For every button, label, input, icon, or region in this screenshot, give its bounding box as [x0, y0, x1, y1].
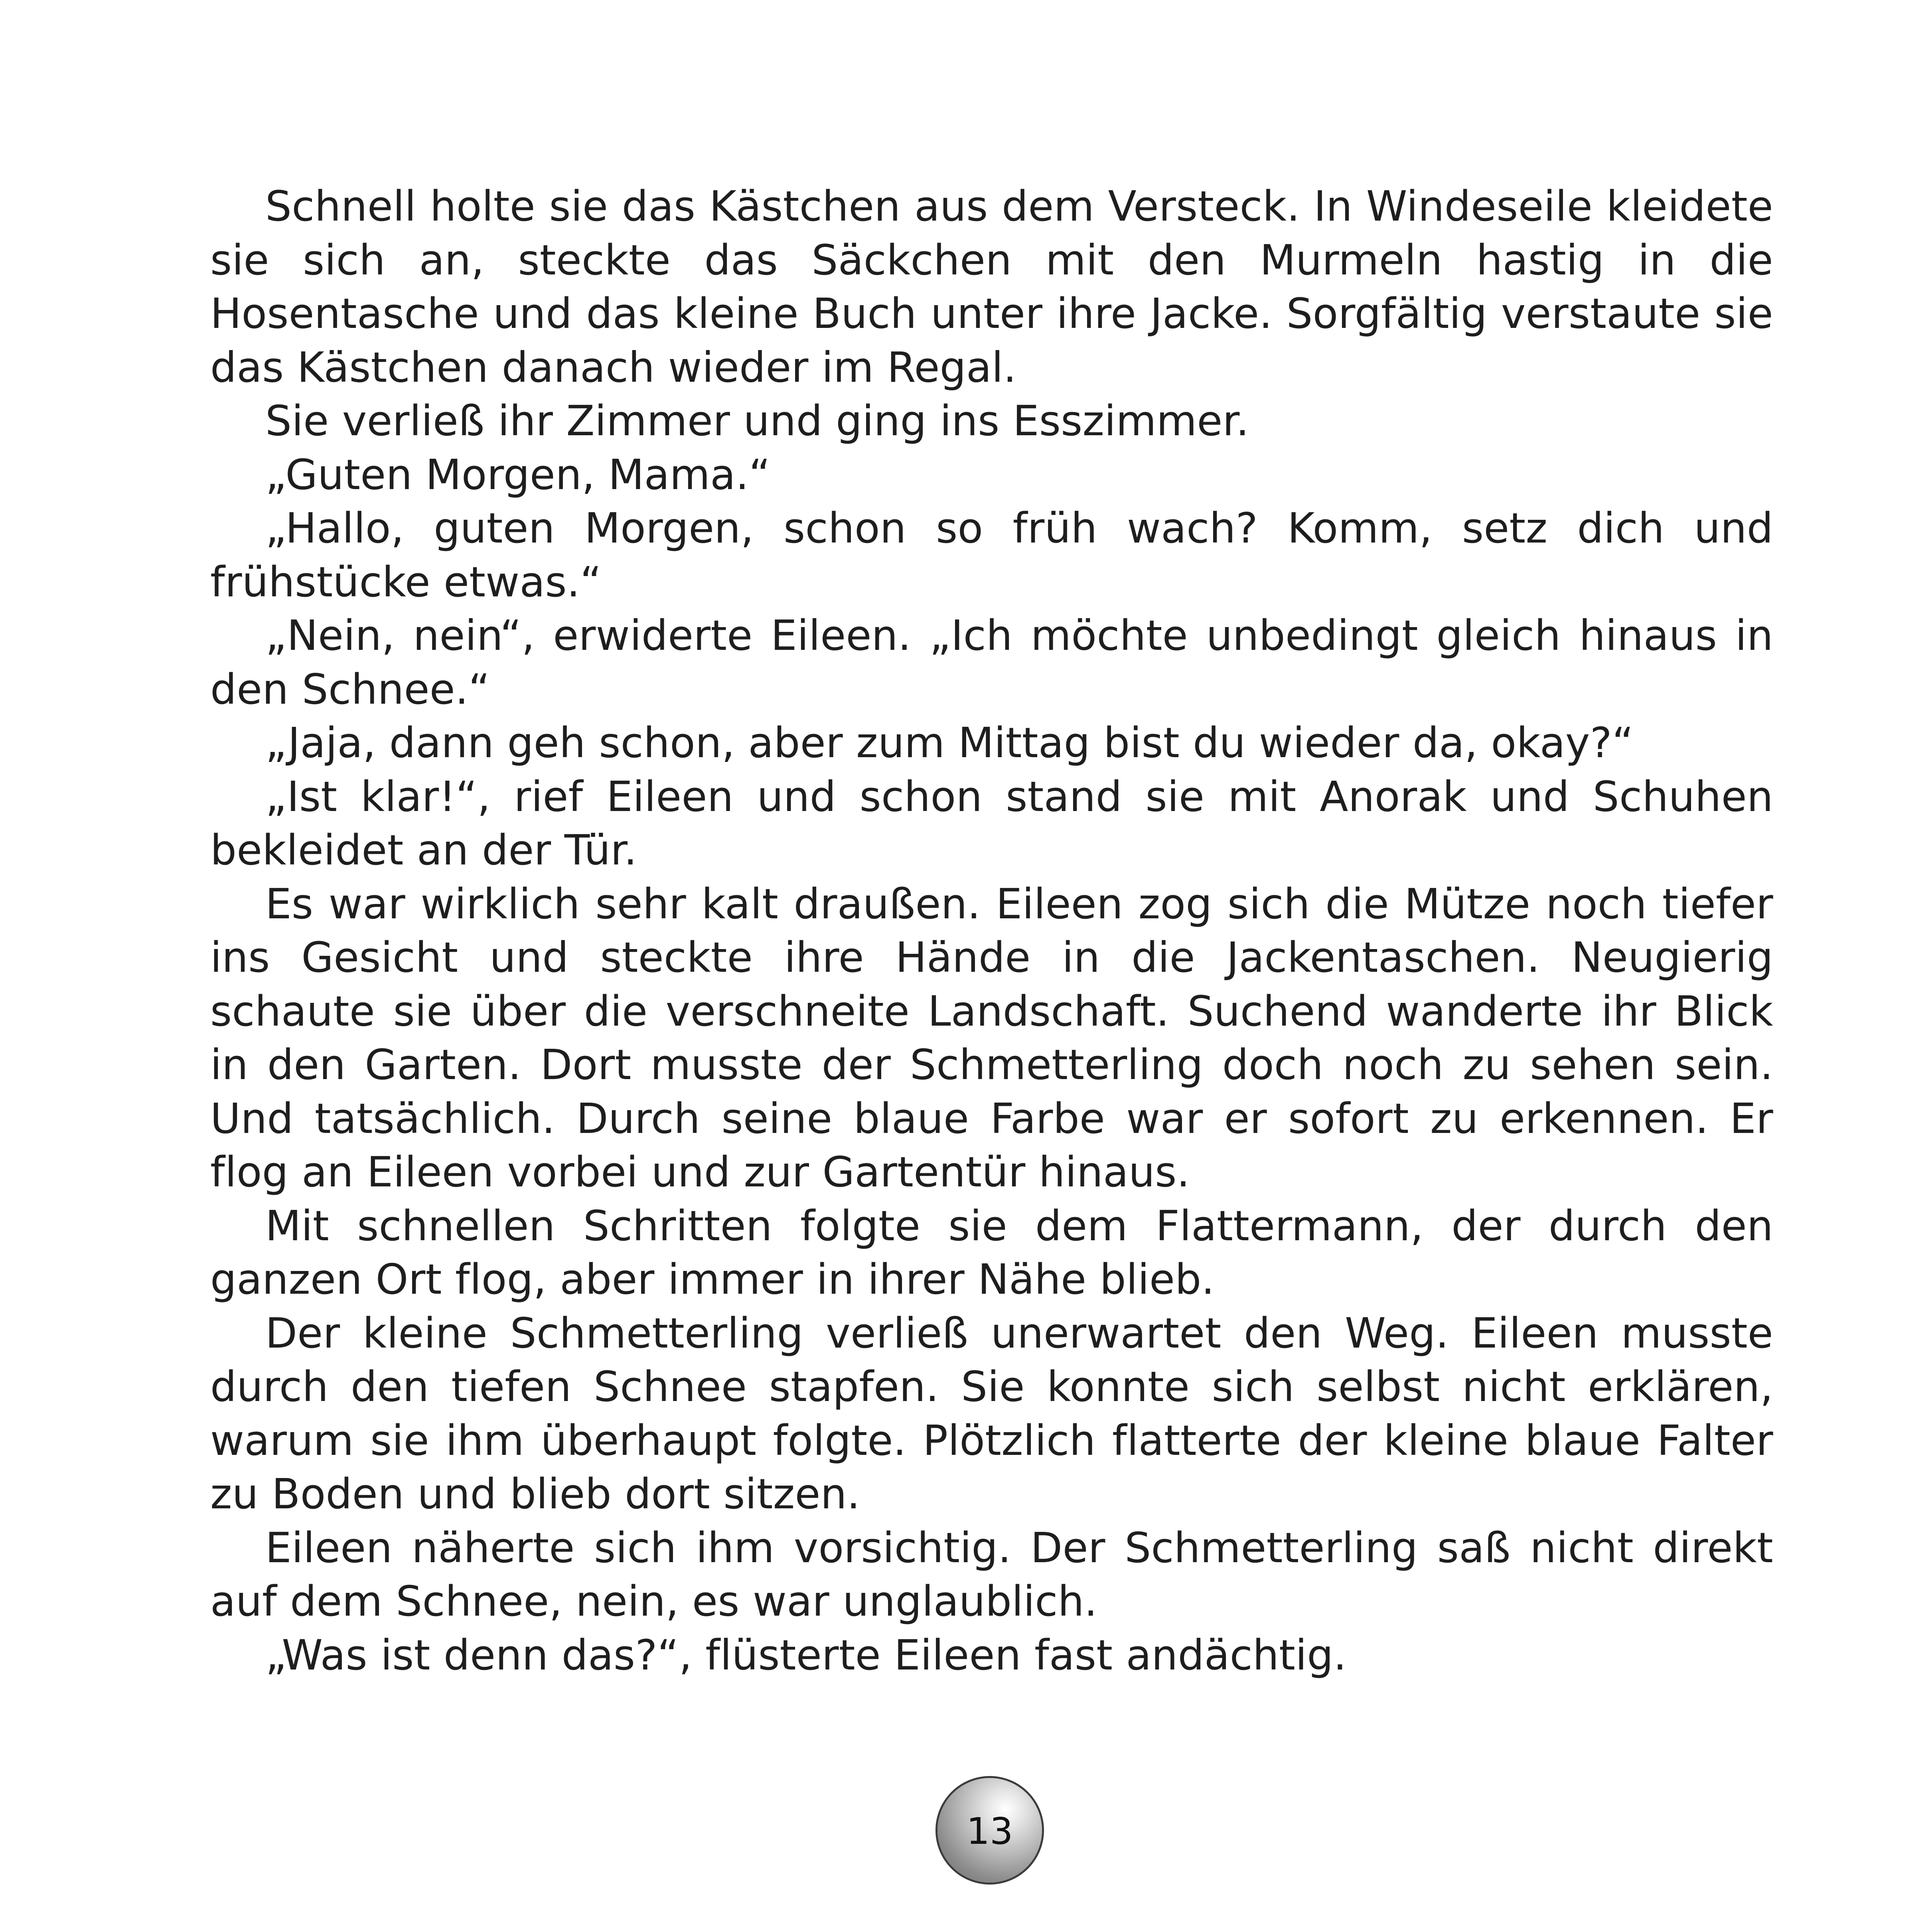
paragraph: „Was ist denn das?“, flüsterte Eileen fast andächtig.	[265, 1630, 1347, 1679]
paragraph: „Guten Morgen, Mama.“	[265, 450, 771, 499]
story-text	[210, 180, 1773, 1682]
paragraph: Eileen näherte sich ihm vorsichtig. Der Schmetterling saß nicht direkt auf dem Schnee, nein, es war unglaublich.	[210, 1523, 1773, 1626]
paragraph: Sie verließ ihr Zimmer und ging ins Esszimmer.	[265, 397, 1249, 445]
paragraph: „Jaja, dann geh schon, aber zum Mittag bist du wieder da, okay?“	[265, 718, 1634, 767]
paragraph: „Hallo, guten Morgen, schon so früh wach? Komm, setz dich und frühstücke etwas.“	[210, 504, 1773, 606]
paragraph: Der kleine Schmetterling verließ unerwartet den Weg. Eileen musste durch den tiefen Schnee stapfen. Sie konnte sich selbst nicht erklären, warum sie ihm überhaupt folgte. Plötzlich flatterte der kleine blaue Falter zu Boden und blieb dort sitzen.	[210, 1308, 1773, 1518]
paragraph: Mit schnellen Schritten folgte sie dem Flattermann, der durch den ganzen Ort flog, aber immer in ihrer Nähe blieb.	[210, 1201, 1773, 1304]
paragraph: Es war wirklich sehr kalt draußen. Eileen zog sich die Mütze noch tiefer ins Gesicht und steckte ihre Hände in die Jackentaschen. Neugierig schaute sie über die verschneite Landschaft. Suchend wanderte ihr Blick in den Garten. Dort musste der Schmetterling doch noch zu sehen sein. Und tatsächlich. Durch seine blaue Farbe war er sofort zu erkennen. Er flog an Eileen vorbei und zur Gartentür hinaus.	[210, 879, 1773, 1196]
paragraph: „Ist klar!“, rief Eileen und schon stand sie mit Anorak und Schuhen bekleidet an der Tür.	[210, 772, 1773, 874]
page-number: 13	[966, 1810, 1013, 1853]
paragraph: „Nein, nein“, erwiderte Eileen. „Ich möchte unbedingt gleich hinaus in den Schnee.“	[210, 611, 1773, 714]
page-number-badge	[937, 1778, 1042, 1883]
paragraph: Schnell holte sie das Kästchen aus dem Versteck. In Windeseile kleidete sie sich an, steckte das Säckchen mit den Murmeln hastig in die Hosentasche und das kleine Buch unter ihre Jacke. Sorgfältig verstaute sie das Kästchen danach wieder im Regal.	[210, 182, 1773, 392]
